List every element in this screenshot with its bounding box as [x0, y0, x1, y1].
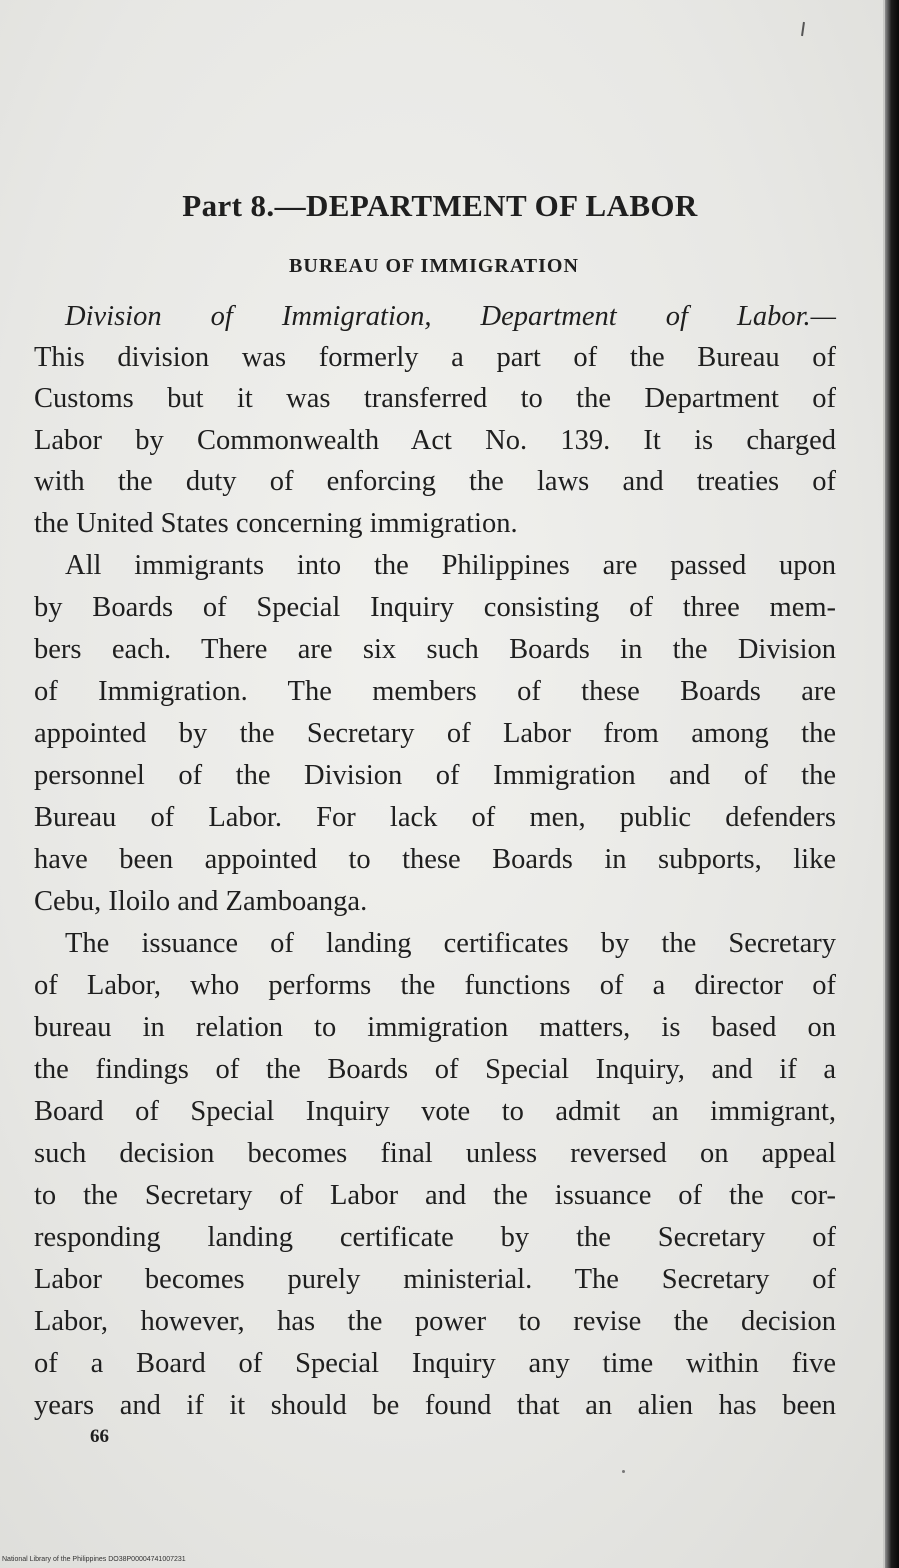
text-line: The issuance of landing certificates by the Secretary	[65, 928, 836, 959]
bureau-title: BUREAU OF IMMIGRATION	[289, 255, 579, 277]
text-line: the findings of the Boards of Special Inquiry, and if a	[34, 1054, 836, 1085]
scan-credit: National Library of the Philippines DO38P00004741007231	[2, 1556, 186, 1563]
text-line: This division was formerly a part of the Bureau of	[34, 342, 836, 373]
text-line: Board of Special Inquiry vote to admit an immigrant,	[34, 1096, 836, 1127]
text-line: to the Secretary of Labor and the issuance of the cor-	[34, 1180, 836, 1211]
part-title: Part 8.—DEPARTMENT OF LABOR	[182, 188, 698, 223]
text-line: by Boards of Special Inquiry consisting of three mem-	[34, 592, 836, 623]
text-line: responding landing certificate by the Secretary of	[34, 1222, 836, 1253]
page-edge-shadow	[885, 0, 899, 1568]
text-line: bers each. There are six such Boards in the Division	[34, 634, 836, 665]
text-line: Cebu, Iloilo and Zamboanga.	[34, 886, 368, 917]
text-line: All immigrants into the Philippines are passed upon	[65, 550, 836, 581]
text-line: Customs but it was transferred to the Department of	[34, 383, 836, 414]
text-line: Labor, however, has the power to revise the decision	[34, 1306, 836, 1337]
text-line: Division of Immigration, Department of Labor.—	[65, 301, 836, 332]
text-line: Bureau of Labor. For lack of men, public defenders	[34, 802, 836, 833]
text-line: Labor becomes purely ministerial. The Secretary of	[34, 1264, 836, 1295]
text-line: have been appointed to these Boards in subports, like	[34, 844, 836, 875]
pencil-mark	[801, 22, 805, 36]
text-line: years and if it should be found that an alien has been	[34, 1390, 836, 1421]
text-line: personnel of the Division of Immigration and of the	[34, 760, 836, 791]
text-line: such decision becomes final unless reversed on appeal	[34, 1138, 836, 1169]
text-line: of Labor, who performs the functions of a director of	[34, 970, 836, 1001]
text-line: Labor by Commonwealth Act No. 139. It is charged	[34, 425, 836, 456]
text-line: bureau in relation to immigration matters, is based on	[34, 1012, 836, 1043]
text-line: of Immigration. The members of these Boards are	[34, 676, 836, 707]
speck	[622, 1470, 625, 1473]
text-line: appointed by the Secretary of Labor from among the	[34, 718, 836, 749]
page-number: 66	[90, 1426, 109, 1447]
text-line: the United States concerning immigration.	[34, 508, 518, 539]
text-line: of a Board of Special Inquiry any time within five	[34, 1348, 836, 1379]
text-line: with the duty of enforcing the laws and treaties of	[34, 466, 836, 497]
